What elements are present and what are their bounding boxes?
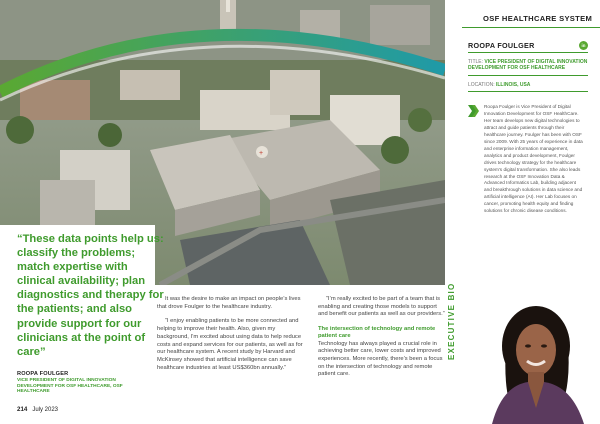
title-key: TITLE: [468,59,484,65]
title-value: VICE PRESIDENT OF DIGITAL INNOVATION DEVELOPMENT FOR OSF HEALTHCARE [468,59,588,72]
location-value: ILLINOIS, USA [495,81,531,88]
pull-quote: “These data points help us: classify the problems; match expertise with clinical availability; plan diagnostics and therapy for the patients; and also provide support for our clinicians at the point of care” [17,233,164,358]
executive-bio-label [447,283,456,360]
body-paragraph: “I enjoy enabling patients to be more connected and helping to improve their health. Also, given my background, I’m excited about using data to help reduce costs and expand services for our patients, as well as for our healthcare system. A recent study by Harvard and McKinsey showed that artificial intelligence can save healthcare industries at least US$360bn annually.” [157,318,303,371]
sidebar-header: OSF HEALTHCARE SYSTEM [483,14,593,23]
body-paragraph: “I’m really excited to be part of a team that is enabling and creating those models to support and benefit our patients as well as our providers.” [318,296,445,318]
executive-bio-text: EXECUTIVE BIO [447,282,456,360]
divider [462,27,600,28]
body-paragraph: It was the desire to make an impact on people’s lives that drove Foulger to the healthcare industry. [157,296,301,310]
page-folio [17,406,58,413]
bio-location-row [468,82,588,92]
svg-text:+: + [259,150,264,157]
linkedin-icon[interactable]: in [579,41,588,50]
quote-attribution-title: VICE PRESIDENT OF DIGITAL INNOVATION DEVELOPMENT FOR OSF HEALTHCARE, OSF HEALTHCARE [17,378,123,395]
portrait-photo [472,298,600,424]
section-heading: The intersection of technology and remote patient care [318,326,436,340]
body-column-2 [318,296,446,386]
page-number: 214 [17,406,28,413]
bio-paragraph: Roopa Foulger is Vice President of Digital Innovation Development for OSF HealthCare. Her team develops new digital technologies to attract and guide patients through their healthcare journey. Foulger has been with OSF since 2009. With 25 years of experience in data and enterprise information management, analytics and product development, Foulger drives technology strategy for the healthcare system’s digital transformation. She also leads research at the OSF Innovation Data & Advanced Informatics Lab, building adjacent and breakthrough solutions in data science and artificial intelligence (AI). Her Lab focuses on cancer, promoting health equity and finding solutions for chronic disease conditions. [484,104,583,214]
body-column-1 [157,296,307,379]
bio-title-row [468,59,588,76]
bio-name: ROOPA FOULGER [468,41,588,53]
issue-date: July 2023 [32,407,59,413]
bio-text [468,104,584,215]
bio-card [468,41,588,214]
body-paragraph: Technology has always played a crucial role in achieving better care, lower costs and improved experiences. More recently, there’s been a focus on the intersection of technology and remote patient care. [318,340,443,378]
location-key: LOCATION: [468,81,495,88]
quote-attribution-name: ROOPA FOULGER [17,371,69,377]
